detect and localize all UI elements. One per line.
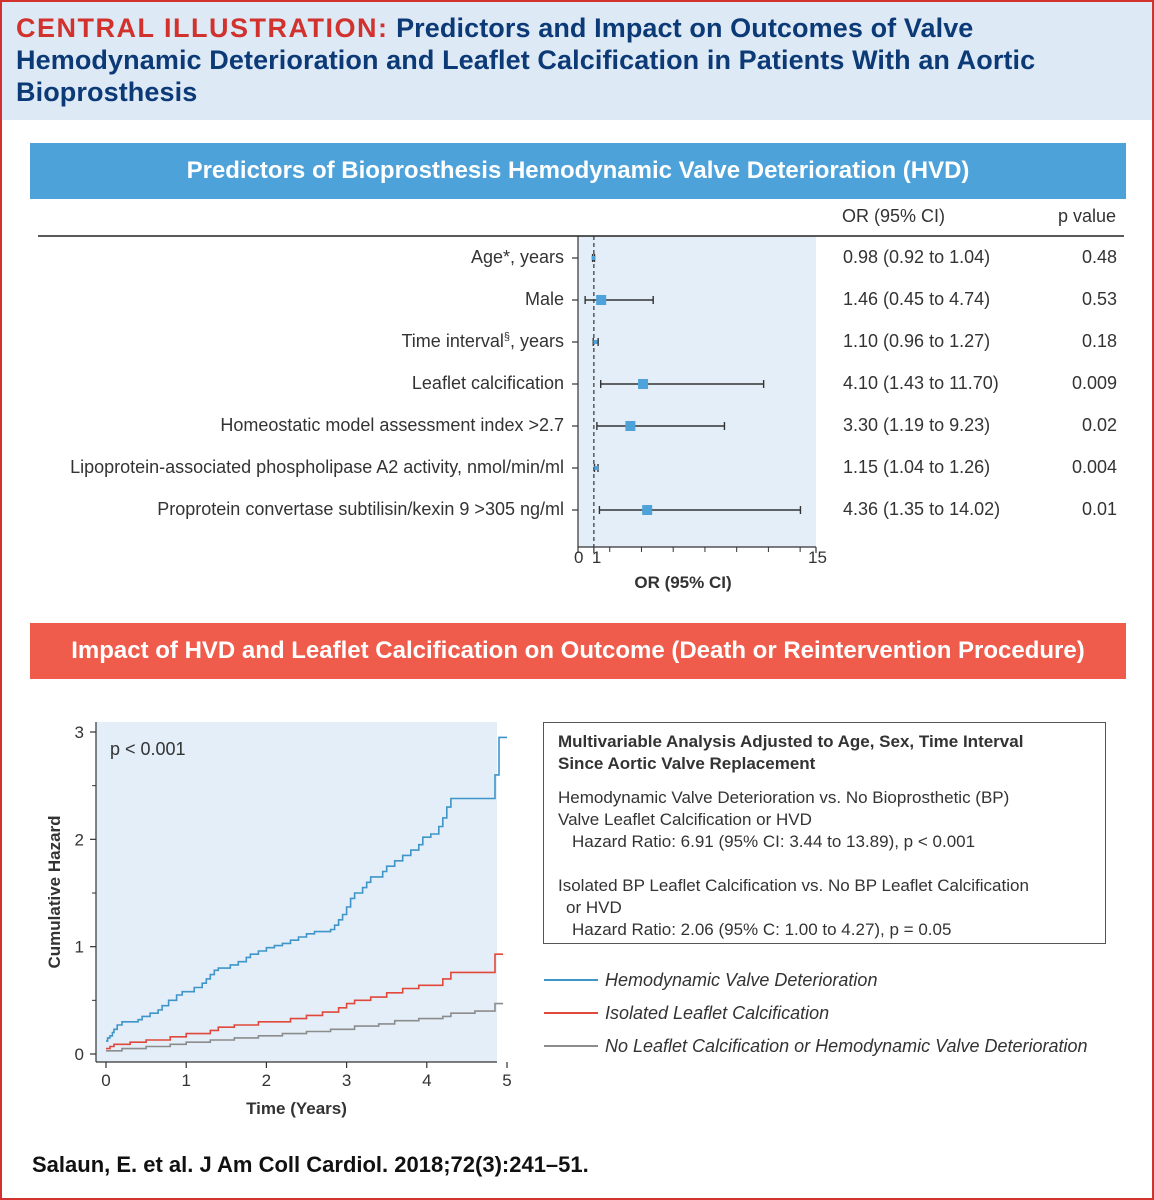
hazard-ytick-label: 3	[74, 723, 84, 742]
predictor-label-text: Proprotein convertase subtilisin/kexin 9 >305 ng/ml	[157, 499, 564, 519]
section-impact-title: Impact of HVD and Leaflet Calcification on Outcome (Death or Reintervention Procedure)	[30, 623, 1126, 679]
forest-point-marker	[594, 466, 598, 470]
hazard-xtick-label: 5	[502, 1071, 512, 1090]
predictor-label-footnote: §	[503, 331, 510, 343]
hazard-x-axis-title: Time (Years)	[246, 1099, 347, 1118]
p-value: 0.004	[1071, 457, 1117, 477]
cumulative-hazard-chart	[2, 692, 532, 1132]
legend-swatches	[542, 970, 602, 1060]
mv-item1-hazard: Hazard Ratio: 6.91 (95% CI: 3.44 to 13.89), p < 0.001	[572, 832, 976, 851]
mv-item2-line1: Isolated BP Leaflet Calcification vs. No BP Leaflet Calcification	[558, 876, 1029, 895]
p-value: 0.009	[1071, 373, 1117, 393]
hazard-y-axis-title: Cumulative Hazard	[45, 815, 64, 969]
column-header-p: p value	[1058, 206, 1117, 226]
forest-point-marker	[592, 256, 596, 260]
hazard-xtick-label: 3	[341, 1071, 352, 1090]
mv-title-line1: Multivariable Analysis Adjusted to Age, Sex, Time Interval	[558, 732, 1024, 751]
forest-point-marker	[625, 421, 635, 431]
citation: Salaun, E. et al. J Am Coll Cardiol. 2018;72(3):241–51.	[32, 1152, 589, 1177]
forest-plot-background	[578, 236, 816, 547]
hazard-ytick-label: 0	[74, 1045, 84, 1064]
hazard-xtick-label: 4	[422, 1071, 432, 1090]
p-value: 0.53	[1081, 289, 1117, 309]
title-line3: Bioprosthesis	[16, 77, 198, 107]
or-ci-value: 1.15 (1.04 to 1.26)	[843, 457, 991, 477]
forest-plot	[2, 2, 1152, 602]
title-line2: Hemodynamic Deterioration and Leaflet Calcification in Patients With an Aortic	[16, 45, 1036, 75]
legend-label-calc: Isolated Leaflet Calcification	[605, 1003, 830, 1023]
forest-xtick-label: 0	[574, 548, 584, 567]
forest-xtick-label: 1	[591, 548, 602, 567]
title-line1: Predictors and Impact on Outcomes of Valve	[388, 13, 974, 43]
section-predictors-title: Predictors of Bioprosthesis Hemodynamic Valve Deterioration (HVD)	[30, 143, 1126, 199]
predictor-label-text: Homeostatic model assessment index >2.7	[220, 415, 564, 435]
or-ci-value: 4.10 (1.43 to 11.70)	[843, 373, 999, 393]
forest-point-marker	[593, 340, 597, 344]
p-value: 0.18	[1081, 331, 1117, 351]
hazard-xtick-label: 2	[261, 1071, 272, 1090]
legend-label-hvd: Hemodynamic Valve Deterioration	[605, 970, 878, 990]
or-ci-value: 1.10 (0.96 to 1.27)	[843, 331, 991, 351]
or-ci-value: 4.36 (1.35 to 14.02)	[843, 499, 1001, 519]
hazard-plot-background	[96, 722, 497, 1062]
mv-item2-line2: or HVD	[566, 898, 622, 917]
p-value: 0.48	[1081, 247, 1117, 267]
hazard-p-annotation: p < 0.001	[110, 739, 186, 759]
column-header-or: OR (95% CI)	[842, 206, 946, 226]
mv-item1-line2: Valve Leaflet Calcification or HVD	[558, 810, 812, 829]
forest-x-axis-title: OR (95% CI)	[634, 573, 732, 592]
forest-xtick-label: 15	[808, 548, 827, 567]
mv-title-line2: Since Aortic Valve Replacement	[558, 754, 816, 773]
forest-point-marker	[642, 505, 652, 515]
hazard-xtick-label: 0	[101, 1071, 111, 1090]
legend-label-none: No Leaflet Calcification or Hemodynamic Valve Deterioration	[605, 1036, 1088, 1056]
title-prefix: CENTRAL ILLUSTRATION:	[16, 13, 389, 43]
predictor-label-tail: , years	[509, 331, 564, 351]
predictor-label-text: Male	[524, 289, 564, 309]
forest-point-marker	[596, 295, 606, 305]
mv-item2-hazard: Hazard Ratio: 2.06 (95% C: 1.00 to 4.27), p = 0.05	[572, 920, 952, 939]
hazard-ytick-label: 1	[74, 937, 84, 957]
predictor-label-text: Leaflet calcification	[411, 373, 564, 393]
hazard-ytick-label: 2	[74, 830, 84, 850]
or-ci-value: 0.98 (0.92 to 1.04)	[843, 247, 991, 267]
predictor-label-text: Time interval	[401, 331, 504, 351]
or-ci-value: 1.46 (0.45 to 4.74)	[843, 289, 991, 309]
p-value: 0.01	[1081, 499, 1117, 519]
multivariable-analysis-box	[543, 722, 1106, 944]
p-value: 0.02	[1081, 415, 1117, 435]
predictor-label-text: Lipoprotein-associated phospholipase A2 activity, nmol/min/ml	[70, 457, 564, 477]
predictor-label-text: Age*, years	[470, 247, 564, 267]
hazard-xtick-label: 1	[181, 1071, 191, 1090]
mv-item1-line1: Hemodynamic Valve Deterioration vs. No Bioprosthetic (BP)	[558, 788, 1010, 807]
or-ci-value: 3.30 (1.19 to 9.23)	[843, 415, 991, 435]
forest-point-marker	[638, 379, 648, 389]
